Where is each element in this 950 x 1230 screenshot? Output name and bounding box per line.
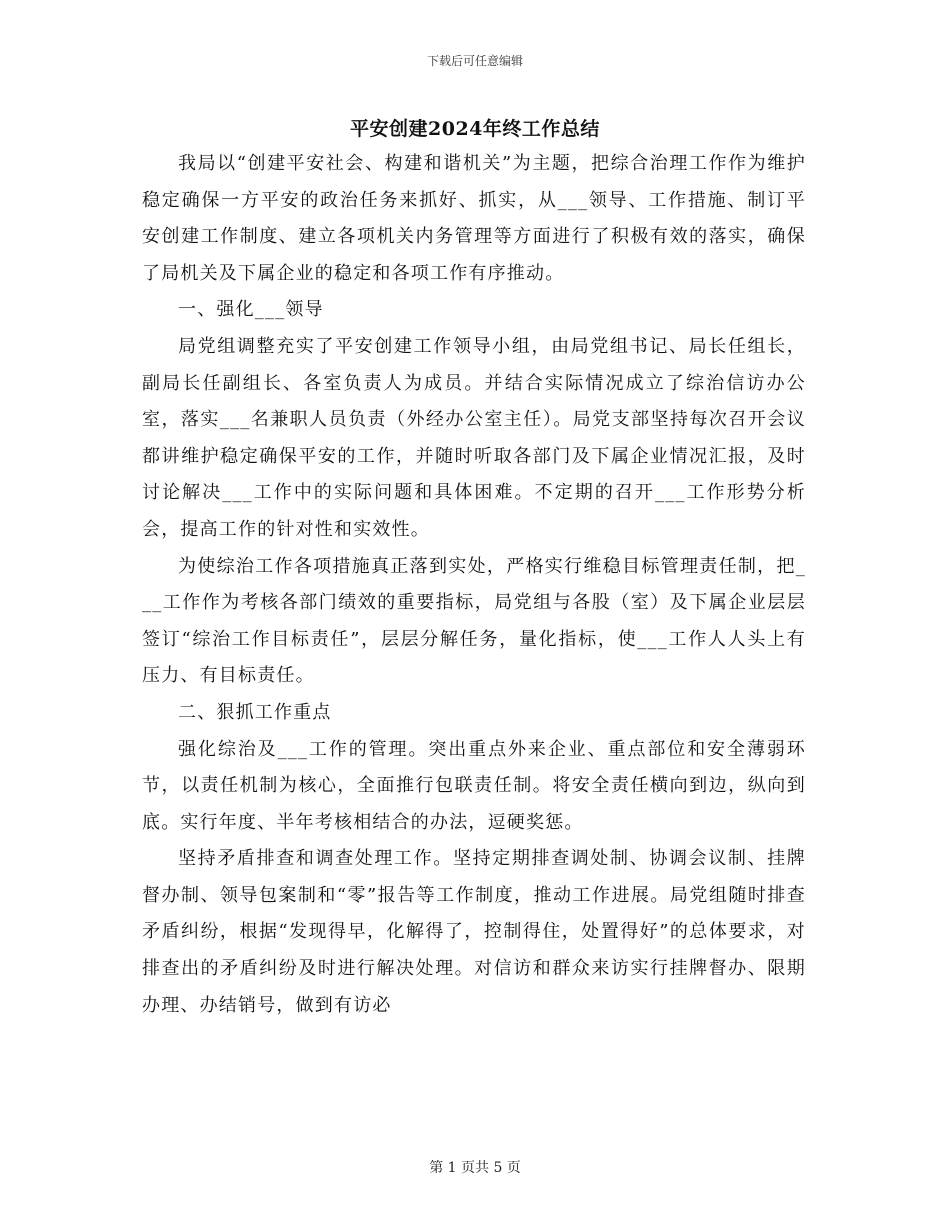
paragraph-dispute-resolution: 坚持矛盾排查和调查处理工作。坚持定期排查调处制、协调会议制、挂牌督办制、领导包案制和“零”报告等工作制度，推动工作进展。局党组随时排查矛盾纠纷，根据“发现得早，化解得了，控制得住，处置得好”的总体要求，对排查出的矛盾纠纷及时进行解决处理。对信访和群众来访实行挂牌督办、限期办理、办结销号，做到有访必 [142,848,806,1016]
paragraph-management: 强化综治及___工作的管理。突出重点外来企业、重点部位和安全薄弱环节，以责任机制为核心，全面推行包联责任制。将安全责任横向到边，纵向到底。实行年度、半年考核相结合的办法，逗硬奖惩。 [142,738,806,833]
paragraph-intro: 我局以“创建平安社会、构建和谐机关”为主题，把综合治理工作作为维护稳定确保一方平安的政治任务来抓好、抓实，从___领导、工作措施、制订平安创建工作制度、建立各项机关内务管理等方面进行了积极有效的落实，确保了局机关及下属企业的稳定和各项工作有序推动。 [142,153,806,284]
section-heading-1: 一、强化___领导 [178,299,324,321]
page-number: 第 1 页共 5 页 [429,1160,521,1176]
page-header-note: 下载后可任意编辑 [426,54,523,68]
section-heading-2: 二、狠抓工作重点 [178,701,332,723]
paragraph-responsibility: 为使综治工作各项措施真正落到实处，严格实行维稳目标管理责任制，把___工作作为考核各部门绩效的重要指标，局党组与各股（室）及下属企业层层签订“综治工作目标责任”，层层分解任务，量化指标，使___工作人人头上有压力、有目标责任。 [142,555,806,687]
document-body [142,146,806,1024]
document-title: 平安创建2024年终工作总结 [350,118,600,140]
paragraph-leadership: 局党组调整充实了平安创建工作领导小组，由局党组书记、局长任组长，副局长任副组长、各室负责人为成员。并结合实际情况成立了综治信访办公室，落实___名兼职人员负责（外经办公室主任）。局党支部坚持每次召开会议都讲维护稳定确保平安的工作，并随时听取各部门及下属企业情况汇报，及时讨论解决___工作中的实际问题和具体困难。不定期的召开___工作形势分析会，提高工作的针对性和实效性。 [142,335,806,540]
